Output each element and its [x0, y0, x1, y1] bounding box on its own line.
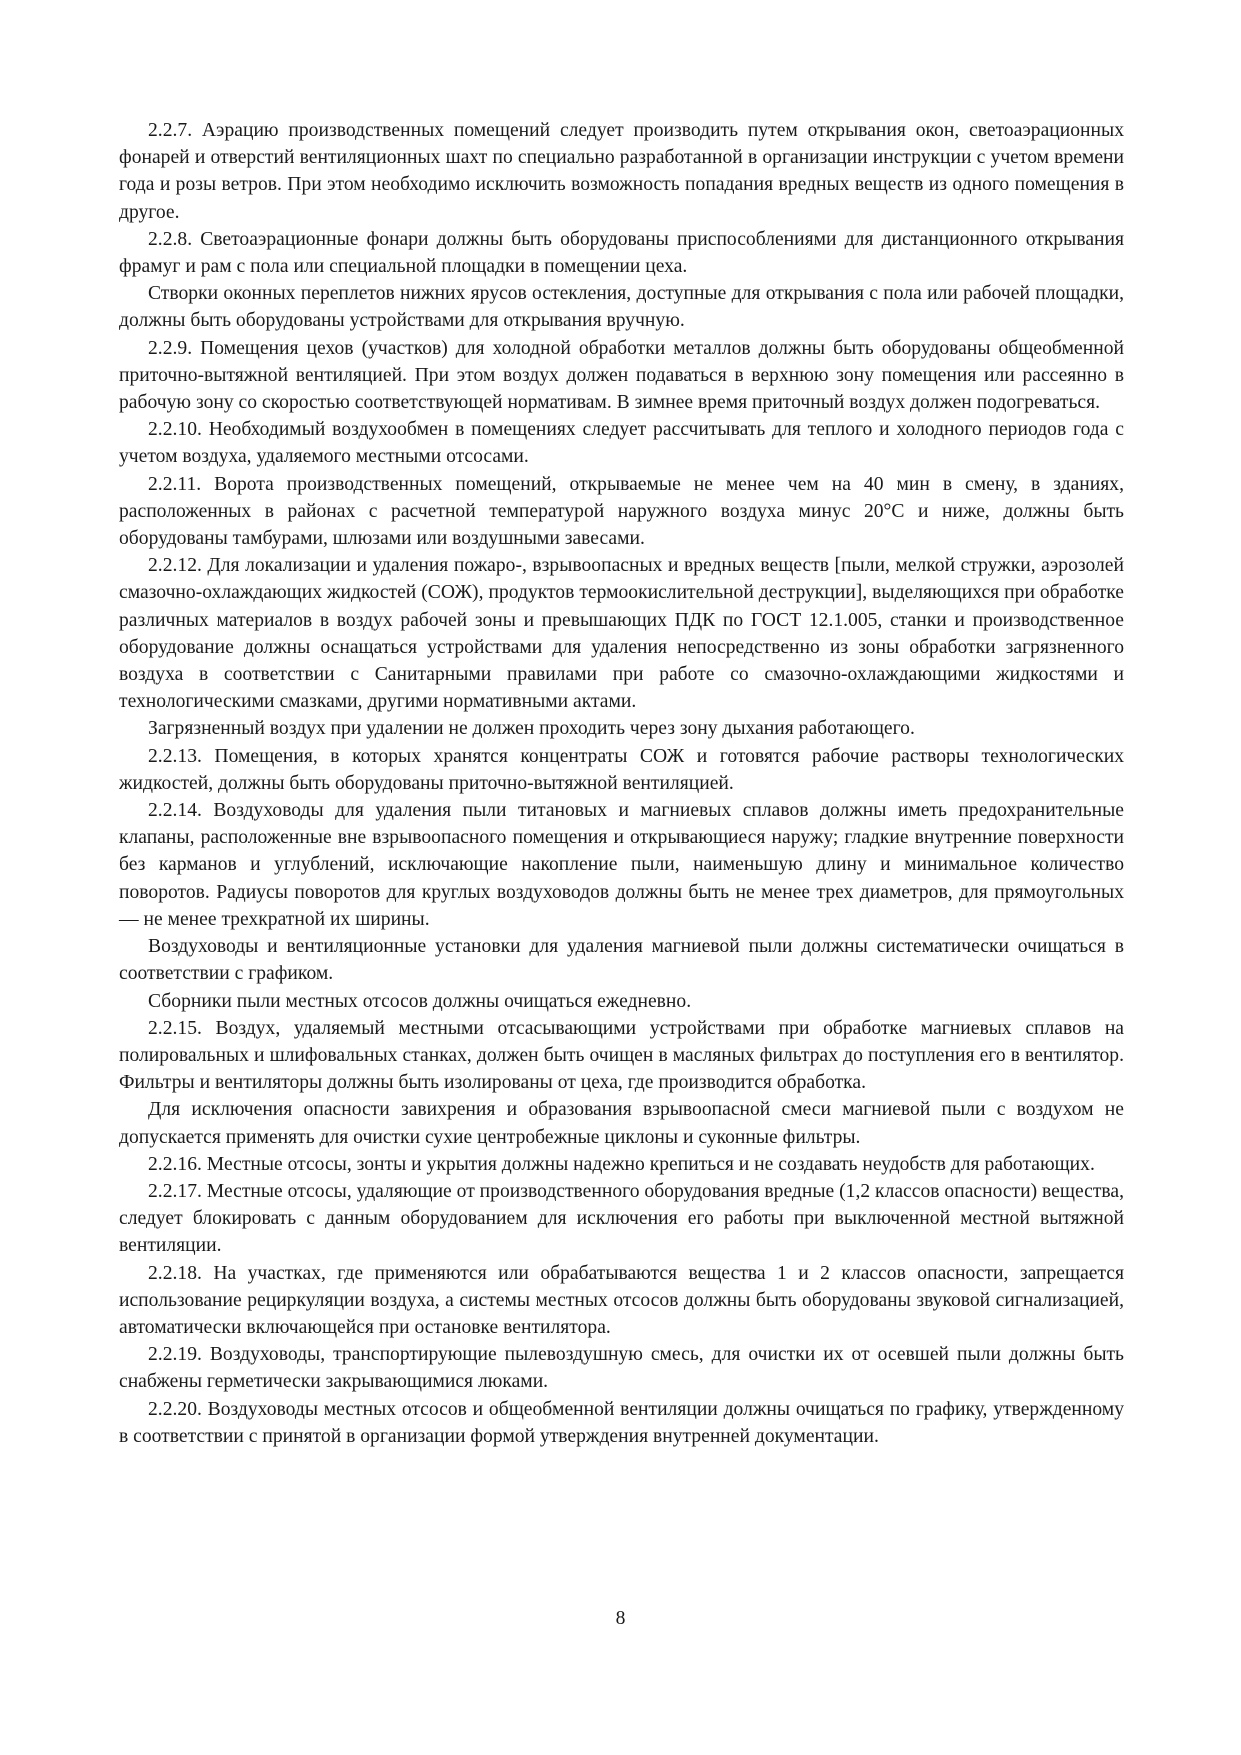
page-number: 8: [615, 1608, 626, 1629]
paragraph-2-2-20: 2.2.20. Воздуховоды местных отсосов и общеобменной вентиляции должны очищаться по графику, утвержденному в соответствии с принятой в организации формой утверждения внутренней документации.: [119, 1398, 1124, 1447]
paragraph-2-2-12: 2.2.12. Для локализации и удаления пожаро-, взрывоопасных и вредных веществ [пыли, мелкой стружки, аэрозолей смазочно-охлаждающих жидкостей (СОЖ), продуктов термоокислительной деструкции], выделяющихся при обработке различных материалов в воздух рабочей зоны и превышающих ПДК по ГОСТ 12.1.005, станки и производственное оборудование должны оснащаться устройствами для удаления непосредственно из зоны обработки загрязненного воздуха в соответствии с Санитарными правилами при работе со смазочно-охлаждающими жидкостями и технологическими смазками, другими нормативными актами.: [119, 555, 1124, 713]
paragraph-magnesium-dust-cleaning: Воздуховоды и вентиляционные установки для удаления магниевой пыли должны систематически очищаться в соответствии с графиком.: [119, 936, 1124, 985]
document-body: [119, 117, 1124, 1450]
paragraph-2-2-8: 2.2.8. Светоаэрационные фонари должны быть оборудованы приспособлениями для дистанционного открывания фрамуг и рам с пола или специальной площадки в помещении цеха.: [119, 228, 1124, 278]
paragraph-dust-collectors: Сборники пыли местных отсосов должны очищаться ежедневно.: [148, 990, 692, 1012]
paragraph-2-2-13: 2.2.13. Помещения, в которых хранятся концентраты СОЖ и готовятся рабочие растворы технологических жидкостей, должны быть оборудованы приточно-вытяжной вентиляцией.: [119, 745, 1124, 794]
paragraph-2-2-7: 2.2.7. Аэрацию производственных помещений следует производить путем открывания окон, светоаэрационных фонарей и отверстий вентиляционных шахт по специально разработанной в организации инструкции с учетом времени года и розы ветров. При этом необходимо исключить возможность попадания вредных веществ из одного помещения в другое.: [119, 120, 1124, 223]
paragraph-2-2-9: 2.2.9. Помещения цехов (участков) для холодной обработки металлов должны быть оборудованы общеобменной приточно-вытяжной вентиляцией. При этом воздух должен подаваться в верхнюю зону помещения или рассеянно в рабочую зону со скоростью соответствующей нормативам. В зимнее время приточный воздух должен подогреваться.: [119, 337, 1124, 414]
paragraph-2-2-19: 2.2.19. Воздуховоды, транспортирующие пылевоздушную смесь, для очистки их от осевшей пыли должны быть снабжены герметически закрывающимися люками.: [119, 1344, 1124, 1393]
paragraph-2-2-18: 2.2.18. На участках, где применяются или обрабатываются вещества 1 и 2 классов опасности, запрещается использование рециркуляции воздуха, а системы местных отсосов должны быть оборудованы звуковой сигнализацией, автоматически включающейся при остановке вентилятора.: [119, 1262, 1124, 1338]
paragraph-2-2-11: 2.2.11. Ворота производственных помещений, открываемые не менее чем на 40 мин в смену, в зданиях, расположенных в районах с расчетной температурой наружного воздуха минус 20°C и ниже, должны быть оборудованы тамбурами, шлюзами или воздушными завесами.: [119, 473, 1124, 550]
paragraph-2-2-16: 2.2.16. Местные отсосы, зонты и укрытия должны надежно крепиться и не создавать неудобств для работающих.: [148, 1153, 1095, 1175]
paragraph-2-2-15: 2.2.15. Воздух, удаляемый местными отсасывающими устройствами при обработке магниевых сплавов на полировальных и шлифовальных станках, должен быть очищен в масляных фильтрах до поступления его в вентилятор. Фильтры и вентиляторы должны быть изолированы от цеха, где производится обработка.: [119, 1017, 1124, 1094]
paragraph-2-2-17: 2.2.17. Местные отсосы, удаляющие от производственного оборудования вредные (1,2 классов опасности) вещества, следует блокировать с данным оборудованием для исключения его работы при выключенной местной вытяжной вентиляции.: [119, 1180, 1124, 1257]
paragraph-2-2-14: 2.2.14. Воздуховоды для удаления пыли титановых и магниевых сплавов должны иметь предохранительные клапаны, расположенные вне взрывоопасного помещения и открывающиеся наружу; гладкие внутренние поверхности без карманов и углублений, исключающие накопление пыли, наименьшую длину и минимальное количество поворотов. Радиусы поворотов для круглых воздуховодов должны быть не менее трех диаметров, для прямоугольных — не менее трехкратной их ширины.: [119, 800, 1124, 930]
paragraph-polluted-air: Загрязненный воздух при удалении не должен проходить через зону дыхания работающего.: [148, 718, 915, 740]
paragraph-window-sashes: Створки оконных переплетов нижних ярусов остекления, доступные для открывания с пола или рабочей площадки, должны быть оборудованы устройствами для открывания вручную.: [119, 283, 1124, 332]
paragraph-2-2-10: 2.2.10. Необходимый воздухообмен в помещениях следует рассчитывать для теплого и холодного периодов года с учетом воздуха, удаляемого местными отсосами.: [119, 419, 1124, 468]
paragraph-explosive-mixture: Для исключения опасности завихрения и образования взрывоопасной смеси магниевой пыли с воздухом не допускается применять для очистки сухие центробежные циклоны и суконные фильтры.: [119, 1099, 1124, 1148]
